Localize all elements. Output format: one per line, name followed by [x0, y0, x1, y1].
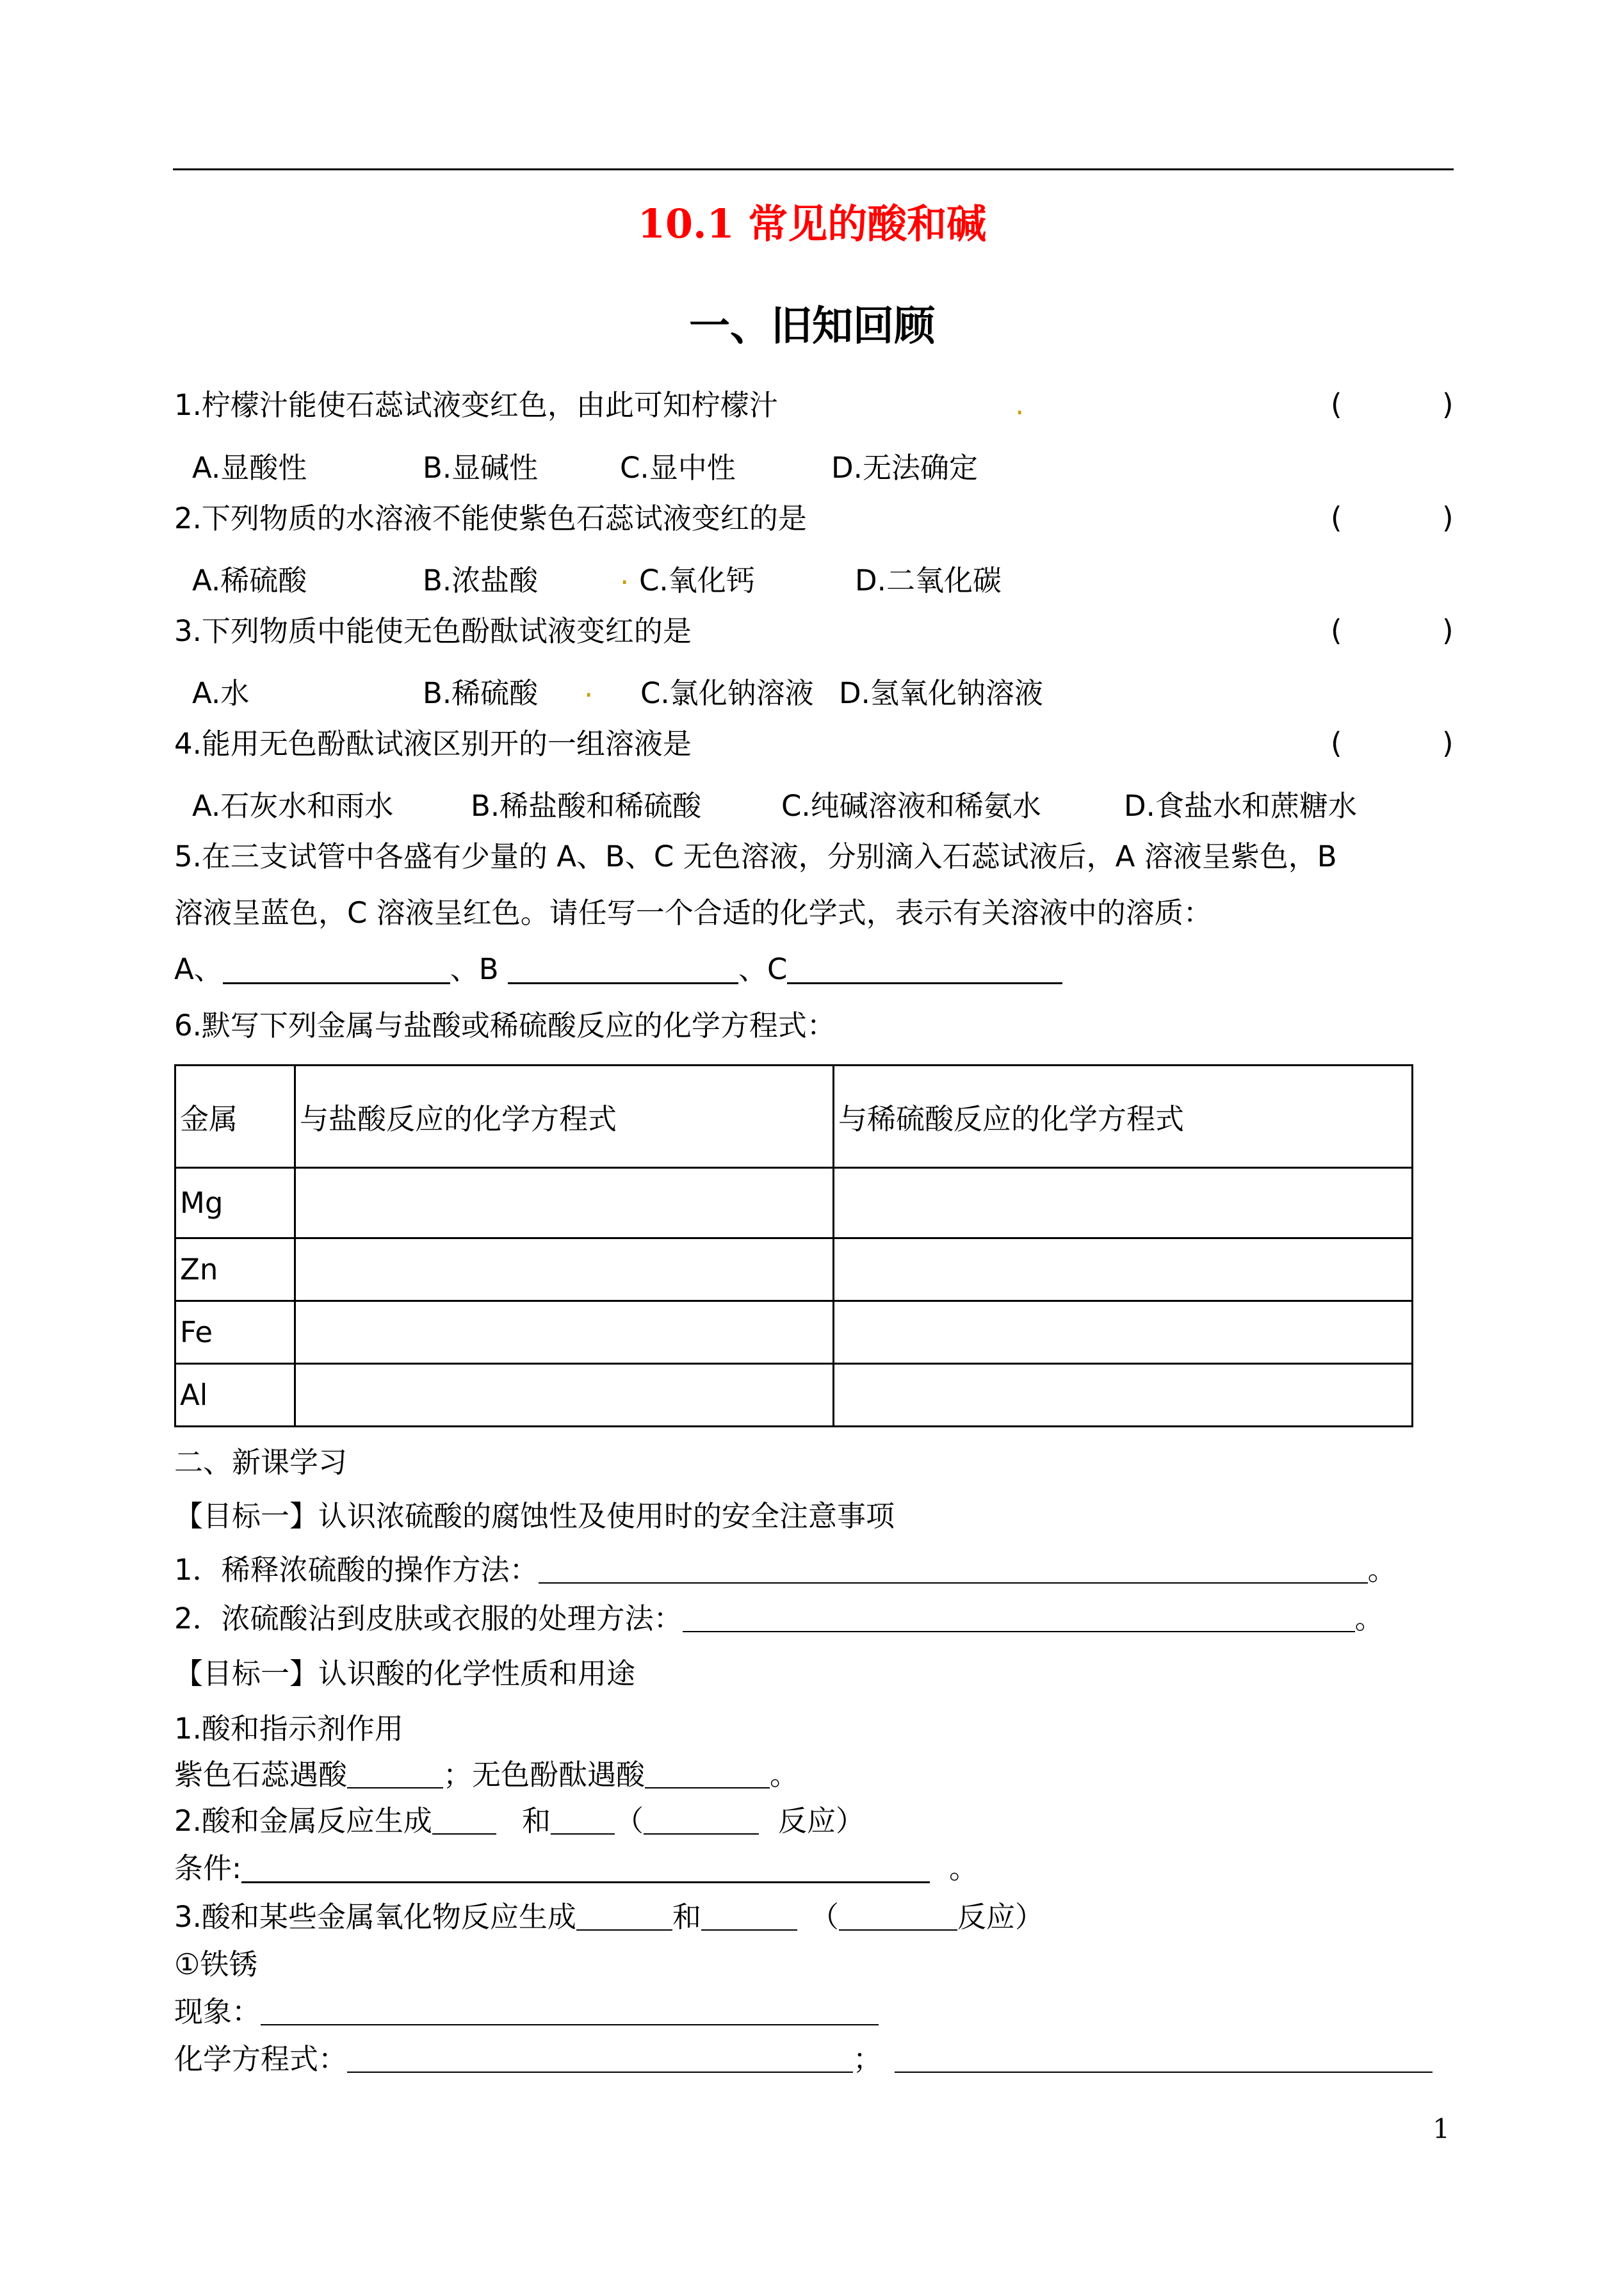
phenomenon-line [174, 1994, 879, 2030]
question-1: 1.柠檬汁能使石蕊试液变红色，由此可知柠檬汁 [174, 388, 778, 422]
q2-option-d: D.二氧化碳 [855, 564, 1002, 597]
h2so4-equation-cell[interactable] [834, 1238, 1413, 1301]
question-5-line-2: 溶液呈蓝色，C 溶液呈红色。请任写一个合适的化学式，表示有关溶液中的溶质： [174, 896, 1212, 930]
answer-blank[interactable] [701, 1904, 797, 1931]
item-label: ； [853, 2042, 882, 2076]
metal-cell: Zn [175, 1238, 295, 1301]
q4-option-d: D.食盐水和蔗糖水 [1124, 789, 1357, 823]
period: 。 [1354, 1602, 1384, 1635]
answer-blank[interactable] [576, 1904, 672, 1931]
metal-cell: Fe [175, 1301, 295, 1364]
q1-option-b: B.显碱性 [423, 451, 539, 485]
item-label: 反应） [957, 1900, 1044, 1934]
table-row [175, 1301, 1413, 1364]
item-label: 化学方程式： [174, 2042, 348, 2076]
header-h2so4: 与稀硫酸反应的化学方程式 [834, 1066, 1413, 1168]
blank-b[interactable] [508, 954, 738, 984]
question-3: 3.下列物质中能使无色酚酞试液变红的是 [174, 614, 692, 648]
label-c: 、C [738, 952, 788, 986]
metal-cell: Mg [175, 1168, 295, 1238]
h2so4-equation-cell[interactable] [834, 1168, 1413, 1238]
q2-option-b: B.浓盐酸 [423, 564, 539, 597]
answer-paren-close: ) [1442, 387, 1454, 421]
hcl-equation-cell[interactable] [295, 1168, 834, 1238]
answer-paren-open: ( [1331, 613, 1342, 647]
question-2: 2.下列物质的水溶液不能使紫色石蕊试液变红的是 [174, 501, 807, 535]
answer-paren-close: ) [1442, 501, 1454, 535]
page-number: 1 [1433, 2113, 1450, 2145]
equation-line [174, 2041, 1433, 2077]
q2-option-a: A.稀硫酸 [192, 564, 307, 597]
item-label: 反应） [777, 1804, 865, 1838]
table-row [175, 1238, 1413, 1301]
answer-blank[interactable] [241, 1853, 930, 1883]
period: 。 [1367, 1553, 1397, 1587]
q2-option-c: C.氧化钙 [639, 564, 755, 597]
item-label: （ [809, 1900, 839, 1934]
answer-blank[interactable] [347, 1762, 443, 1788]
question-2-mark: . [620, 557, 629, 591]
period: 。 [949, 1851, 978, 1885]
table-row [175, 1168, 1413, 1238]
hcl-equation-cell[interactable] [295, 1364, 834, 1427]
goal-1-item-2 [174, 1601, 1384, 1637]
item-label: 3.酸和某些金属氧化物反应生成 [174, 1900, 576, 1934]
point-3-line [174, 1899, 1044, 1935]
answer-blank[interactable] [644, 1808, 759, 1835]
answer-paren-open: ( [1331, 726, 1342, 760]
q3-option-a: A.水 [192, 676, 250, 710]
item-label: 条件: [174, 1851, 242, 1885]
item-label: 和 [672, 1900, 701, 1934]
answer-blank[interactable] [839, 1904, 957, 1931]
answer-paren-open: ( [1331, 501, 1342, 535]
answer-blank[interactable] [551, 1808, 615, 1835]
item-label: 2．浓硫酸沾到皮肤或衣服的处理方法： [174, 1602, 683, 1635]
question-4: 4.能用无色酚酞试液区别开的一组溶液是 [174, 727, 692, 761]
item-label: ；无色酚酞遇酸 [443, 1758, 646, 1792]
point-1-line [174, 1757, 799, 1793]
header-hcl: 与盐酸反应的化学方程式 [295, 1066, 834, 1168]
metal-cell: Al [175, 1364, 295, 1427]
question-5-answers [174, 952, 1062, 987]
hcl-equation-cell[interactable] [295, 1301, 834, 1364]
point-2-condition [174, 1851, 978, 1886]
answer-blank[interactable] [683, 1605, 1355, 1632]
table-header-row [175, 1066, 1413, 1168]
period: 。 [770, 1758, 799, 1792]
q1-option-c: C.显中性 [620, 451, 736, 485]
question-5-line-1: 5.在三支试管中各盛有少量的 A、B、C 无色溶液，分别滴入石蕊试液后，A 溶液呈紫色，B [174, 839, 1337, 873]
goal-1-item-1 [174, 1552, 1397, 1588]
q1-option-a: A.显酸性 [192, 451, 307, 485]
answer-blank[interactable] [895, 2046, 1433, 2073]
hcl-equation-cell[interactable] [295, 1238, 834, 1301]
q3-option-b: B.稀硫酸 [423, 676, 539, 710]
blank-c[interactable] [787, 954, 1062, 984]
item-label: 1．稀释浓硫酸的操作方法： [174, 1553, 539, 1587]
q4-option-b: B.稀盐酸和稀硫酸 [471, 789, 702, 823]
item-label: （ [614, 1804, 644, 1838]
q1-option-d: D.无法确定 [831, 451, 978, 485]
answer-blank[interactable] [432, 1808, 496, 1835]
item-label: 现象： [174, 1995, 261, 2029]
label-a: A、 [174, 952, 223, 986]
point-2-line [174, 1803, 865, 1839]
q4-option-c: C.纯碱溶液和稀氨水 [781, 789, 1041, 823]
item-label: 和 [521, 1804, 551, 1838]
answer-paren-close: ) [1442, 726, 1454, 760]
h2so4-equation-cell[interactable] [834, 1301, 1413, 1364]
header-rule [173, 168, 1454, 170]
section-heading-review: 一、旧知回顾 [689, 302, 935, 350]
page-title: 10.1 常见的酸和碱 [637, 200, 987, 247]
answer-blank[interactable] [645, 1762, 770, 1788]
item-label: 紫色石蕊遇酸 [174, 1758, 348, 1792]
question-1-mark: . [1015, 387, 1025, 421]
question-3-mark: . [584, 670, 594, 704]
blank-a[interactable] [223, 954, 450, 984]
goal-1-heading: 【目标一】认识浓硫酸的腐蚀性及使用时的安全注意事项 [174, 1499, 895, 1533]
question-6: 6.默写下列金属与盐酸或稀硫酸反应的化学方程式： [174, 1009, 836, 1042]
header-metal: 金属 [175, 1066, 295, 1168]
q3-option-d: D.氢氧化钠溶液 [839, 676, 1043, 710]
point-1-title: 1.酸和指示剂作用 [174, 1712, 403, 1746]
answer-blank[interactable] [347, 2046, 853, 2073]
table-row [175, 1364, 1413, 1427]
answer-paren-close: ) [1442, 613, 1454, 647]
answer-blank[interactable] [539, 1557, 1368, 1584]
answer-paren-open: ( [1331, 387, 1342, 421]
label-b: 、B [450, 952, 508, 986]
h2so4-equation-cell[interactable] [834, 1364, 1413, 1427]
q3-option-c: C.氯化钠溶液 [640, 676, 814, 710]
item-label: 2.酸和金属反应生成 [174, 1804, 432, 1838]
goal-2-heading: 【目标一】认识酸的化学性质和用途 [174, 1657, 636, 1691]
rust-label: ①铁锈 [174, 1947, 258, 1981]
equation-table [174, 1064, 1413, 1427]
q4-option-a: A.石灰水和雨水 [192, 789, 394, 823]
answer-blank[interactable] [261, 1999, 879, 2025]
section-heading-new-lesson: 二、新课学习 [174, 1445, 348, 1479]
